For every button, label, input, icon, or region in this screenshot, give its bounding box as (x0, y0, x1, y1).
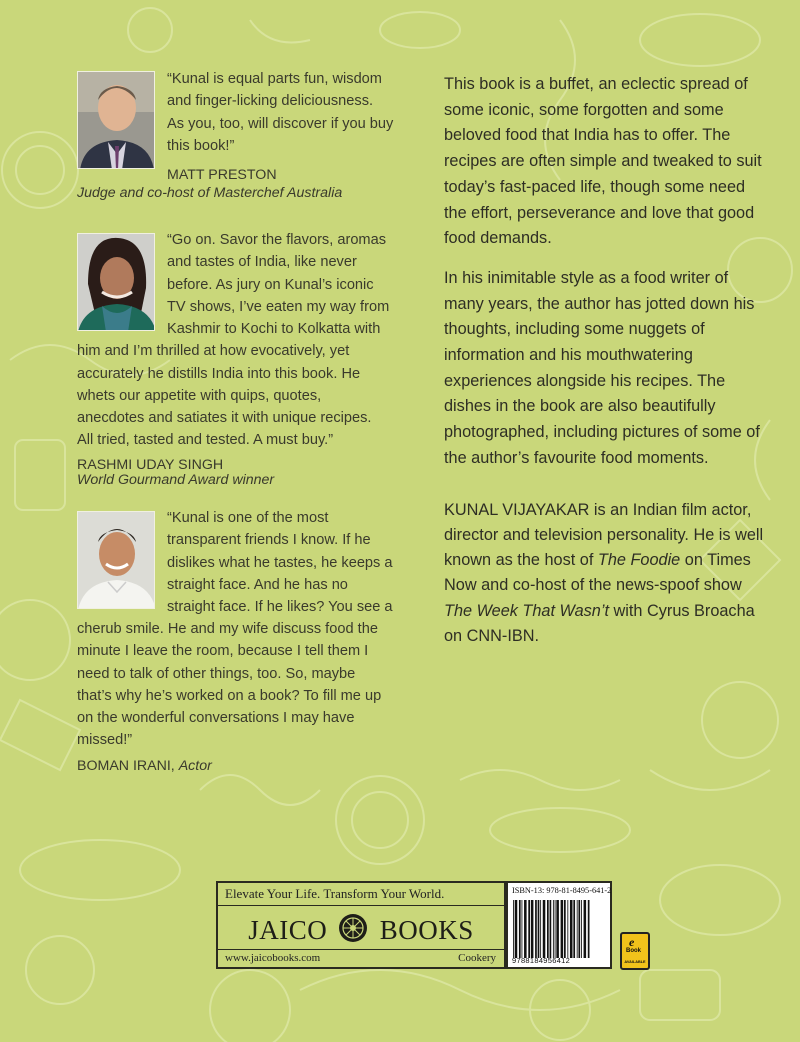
barcode-number: 9788184956412 (512, 956, 571, 965)
publisher-box (216, 881, 506, 969)
barcode-bar (538, 900, 540, 958)
matt-preston-photo (77, 71, 155, 169)
rashmi-name: RASHMI UDAY SINGH (77, 457, 224, 473)
barcode-bar (540, 900, 541, 958)
boman-name: BOMAN IRANI, (77, 758, 175, 774)
boman-quote-bottom: cherub smile. He and my wife discuss food the minute I leave the room, because I tell them I need to talk of other things, too. So, maybe that’s why he’s worked on a book? To fill me up on the wonderful conversations I may have missed!” (77, 621, 382, 749)
publisher-tagline: Elevate Your Life. Transform Your World. (225, 886, 445, 901)
description-column (444, 72, 764, 663)
description-paragraph-2: In his inimitable style as a food writer of many years, the author has jotted down his thoughts, including some nuggets of information and his mouthwatering experiences alongside his recipes. The dishes in the book are also beautifully photographed, including pictures of some of the author’s favourite food moments. (444, 268, 760, 467)
ebook-available-badge (620, 932, 650, 970)
barcode-bar (564, 900, 566, 958)
barcode-bar (555, 900, 556, 958)
barcode-bar (550, 900, 552, 958)
publisher-divider-bottom (218, 949, 504, 950)
barcode-bar (547, 900, 549, 958)
barcode-bar (567, 900, 568, 958)
barcode-bar (584, 900, 587, 958)
barcode-box (506, 881, 612, 969)
barcode-bar (578, 900, 580, 958)
jaico-emblem-icon (338, 913, 368, 943)
barcode-bar (561, 900, 564, 958)
boman-attribution (77, 755, 407, 777)
boman-irani-photo (77, 511, 155, 609)
barcode-bar (588, 900, 590, 958)
show-the-foodie: The Foodie (597, 551, 681, 570)
description-paragraph-1: This book is a buffet, an eclectic spread of some iconic, some forgotten and some beloved food that India has to offer. The recipes are often simple and tweaked to suit today’s fast-paced life, though some need the effort, perseverance and love that good food demands. (444, 75, 762, 248)
testimonial-boman-irani (77, 507, 397, 787)
boman-title: Actor (178, 758, 212, 774)
testimonials-column (77, 68, 397, 787)
barcode-bar (573, 900, 575, 958)
barcode-bar (570, 900, 573, 958)
publisher-url: www.jaicobooks.com (225, 952, 321, 964)
barcode-bar (515, 900, 518, 958)
barcode-bar (577, 900, 578, 958)
book-category: Cookery (458, 952, 496, 964)
publisher-name-left: JAICO (248, 915, 328, 945)
author-bio (444, 498, 764, 650)
publisher-name-right: BOOKS (379, 915, 474, 945)
barcode-bar (528, 900, 530, 958)
ebook-available-label: AVAILABLE (624, 960, 646, 964)
rashmi-title: World Gourmand Award winner (77, 472, 275, 488)
rashmi-quote-top: “Go on. Savor the flavors, aromas and tastes of India, like never before. As jury on Kunal’s iconic TV shows, I’ve eaten my way from (167, 232, 390, 315)
barcode-image (512, 900, 608, 958)
ebook-book-label: Book (626, 948, 641, 954)
publisher-logo (218, 913, 504, 946)
matt-preston-name: MATT PRESTON (167, 167, 277, 184)
testimonial-matt-preston (77, 68, 397, 208)
barcode-bar (513, 900, 514, 958)
isbn-label: ISBN-13: 978-81-8495-641-2 (512, 886, 612, 895)
barcode-bar (581, 900, 582, 958)
publisher-divider-top (218, 905, 504, 906)
show-the-week-that-wasnt: The Week That Wasn’t (444, 601, 609, 620)
barcode-bar (524, 900, 527, 958)
boman-quote-top: “Kunal is one of the most transparent friends I know. If he dislikes what he tastes, he keeps a straight face. And he has no straight face. If he likes? You see a (167, 510, 393, 616)
author-bio-text: KUNAL VIJAYAKAR is an Indian film actor, director and television personality. He is well known as the host of The Foodie on Times Now and co-host of the news-spoof show The Week That Wasn’t with Cyrus Broacha on CNN-IBN. (444, 500, 764, 646)
barcode-bar (556, 900, 559, 958)
barcode-bar (535, 900, 537, 958)
barcode-bar (519, 900, 521, 958)
rashmi-quote-bottom: Kashmir to Kochi to Kolkatta with him and I’m thrilled at how evocatively, yet accurately he distills India into this book. He whets our appetite with quips, quotes, anecdotes and satiates it with unique recipes. All tried, tasted and tested. A must buy.” (77, 321, 381, 449)
barcode-bar (522, 900, 523, 958)
barcode-bar (553, 900, 554, 958)
matt-preston-quote: “Kunal is equal parts fun, wisdom and finger-licking deliciousness. As you, too, will discover if you buy this book!” (167, 71, 394, 154)
rashmi-uday-singh-photo (77, 233, 155, 331)
testimonial-rashmi-uday-singh (77, 229, 397, 519)
barcode-bar (543, 900, 546, 958)
ebook-e-letter: e (629, 935, 635, 949)
barcode-bar (531, 900, 534, 958)
matt-preston-title: Judge and co-host of Masterchef Australia (77, 185, 343, 201)
